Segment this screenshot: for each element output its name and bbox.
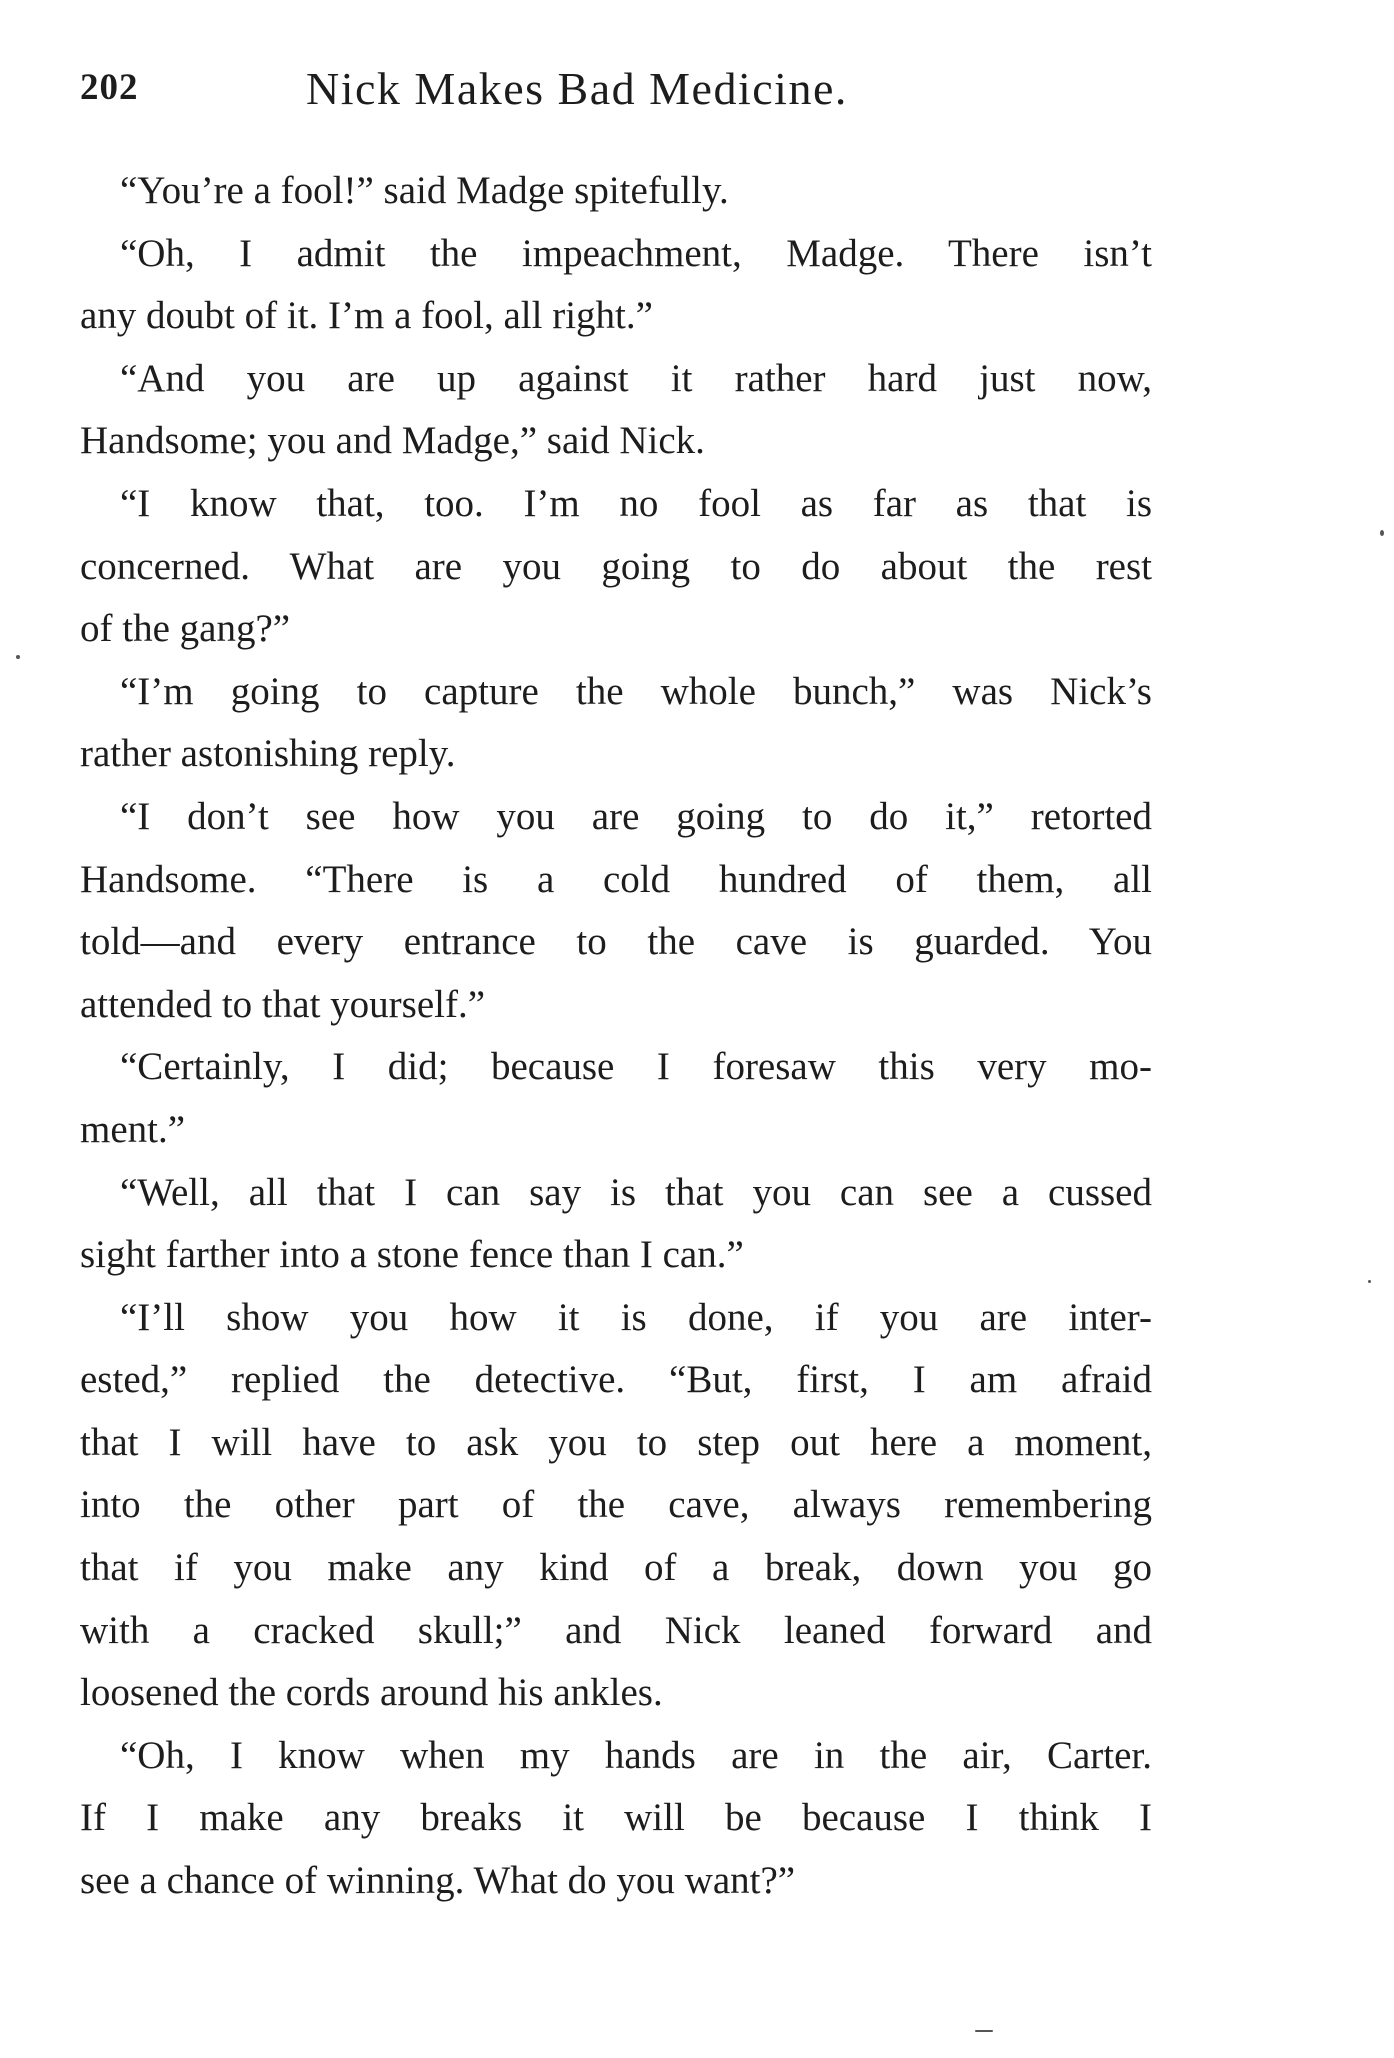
paragraph — [80, 160, 1152, 223]
paragraph — [80, 1036, 1152, 1161]
text-line: ested,” replied the detective. “But, first, I am afraid — [80, 1358, 1152, 1402]
paragraph — [80, 661, 1152, 786]
text-line: “You’re a fool!” said Madge spitefully. — [120, 169, 729, 212]
text-line: Handsome; you and Madge,” said Nick. — [80, 419, 705, 463]
body-text — [80, 160, 1152, 1913]
paragraph — [80, 1725, 1152, 1913]
text-line: “Well, all that I can say is that you can see a cussed — [120, 1170, 1152, 1214]
text-line: concerned. What are you going to do about the rest — [80, 544, 1152, 588]
text-line: “I’ll show you how it is done, if you are inter- — [120, 1295, 1152, 1339]
text-line: “I’m going to capture the whole bunch,” was Nick’s — [120, 669, 1152, 713]
paragraph — [80, 1162, 1152, 1287]
text-line: attended to that yourself.” — [80, 982, 486, 1026]
text-line: “I know that, too. I’m no fool as far as that is — [120, 481, 1152, 525]
text-line: sight farther into a stone fence than I can.” — [80, 1233, 744, 1277]
scan-speck — [975, 2030, 993, 2032]
text-line: that if you make any kind of a break, down you go — [80, 1546, 1152, 1590]
text-line: loosened the cords around his ankles. — [80, 1671, 663, 1715]
text-line: “And you are up against it rather hard just now, — [120, 356, 1152, 400]
page-number: 202 — [80, 67, 139, 108]
text-line: “Oh, I admit the impeachment, Madge. There isn’t — [120, 231, 1152, 275]
text-line: Handsome. “There is a cold hundred of them, all — [80, 857, 1152, 901]
text-line: ment.” — [80, 1107, 186, 1151]
page-header — [80, 62, 1150, 132]
scan-speck — [1380, 530, 1384, 536]
paragraph — [80, 1287, 1152, 1725]
text-line: told—and every entrance to the cave is guarded. You — [80, 920, 1152, 964]
text-line: that I will have to ask you to step out here a moment, — [80, 1420, 1152, 1464]
paragraph — [80, 473, 1152, 661]
paragraph — [80, 348, 1152, 473]
paragraph — [80, 223, 1152, 348]
text-line: see a chance of winning. What do you want?” — [80, 1859, 796, 1903]
text-line: into the other part of the cave, always remembering — [80, 1483, 1152, 1527]
scan-speck — [16, 655, 20, 659]
text-line: with a cracked skull;” and Nick leaned forward and — [80, 1608, 1152, 1652]
scan-speck — [1368, 1280, 1371, 1283]
text-line: “Oh, I know when my hands are in the air, Carter. — [120, 1733, 1152, 1777]
text-line: of the gang?” — [80, 607, 291, 651]
text-line: “I don’t see how you are going to do it,” retorted — [120, 794, 1152, 838]
text-line: any doubt of it. I’m a fool, all right.” — [80, 294, 653, 338]
text-line: rather astonishing reply. — [80, 732, 456, 776]
paragraph — [80, 786, 1152, 1036]
text-line: “Certainly, I did; because I foresaw this very mo- — [120, 1045, 1152, 1089]
running-title: Nick Makes Bad Medicine. — [306, 63, 848, 114]
text-line: If I make any breaks it will be because I think I — [80, 1796, 1152, 1840]
